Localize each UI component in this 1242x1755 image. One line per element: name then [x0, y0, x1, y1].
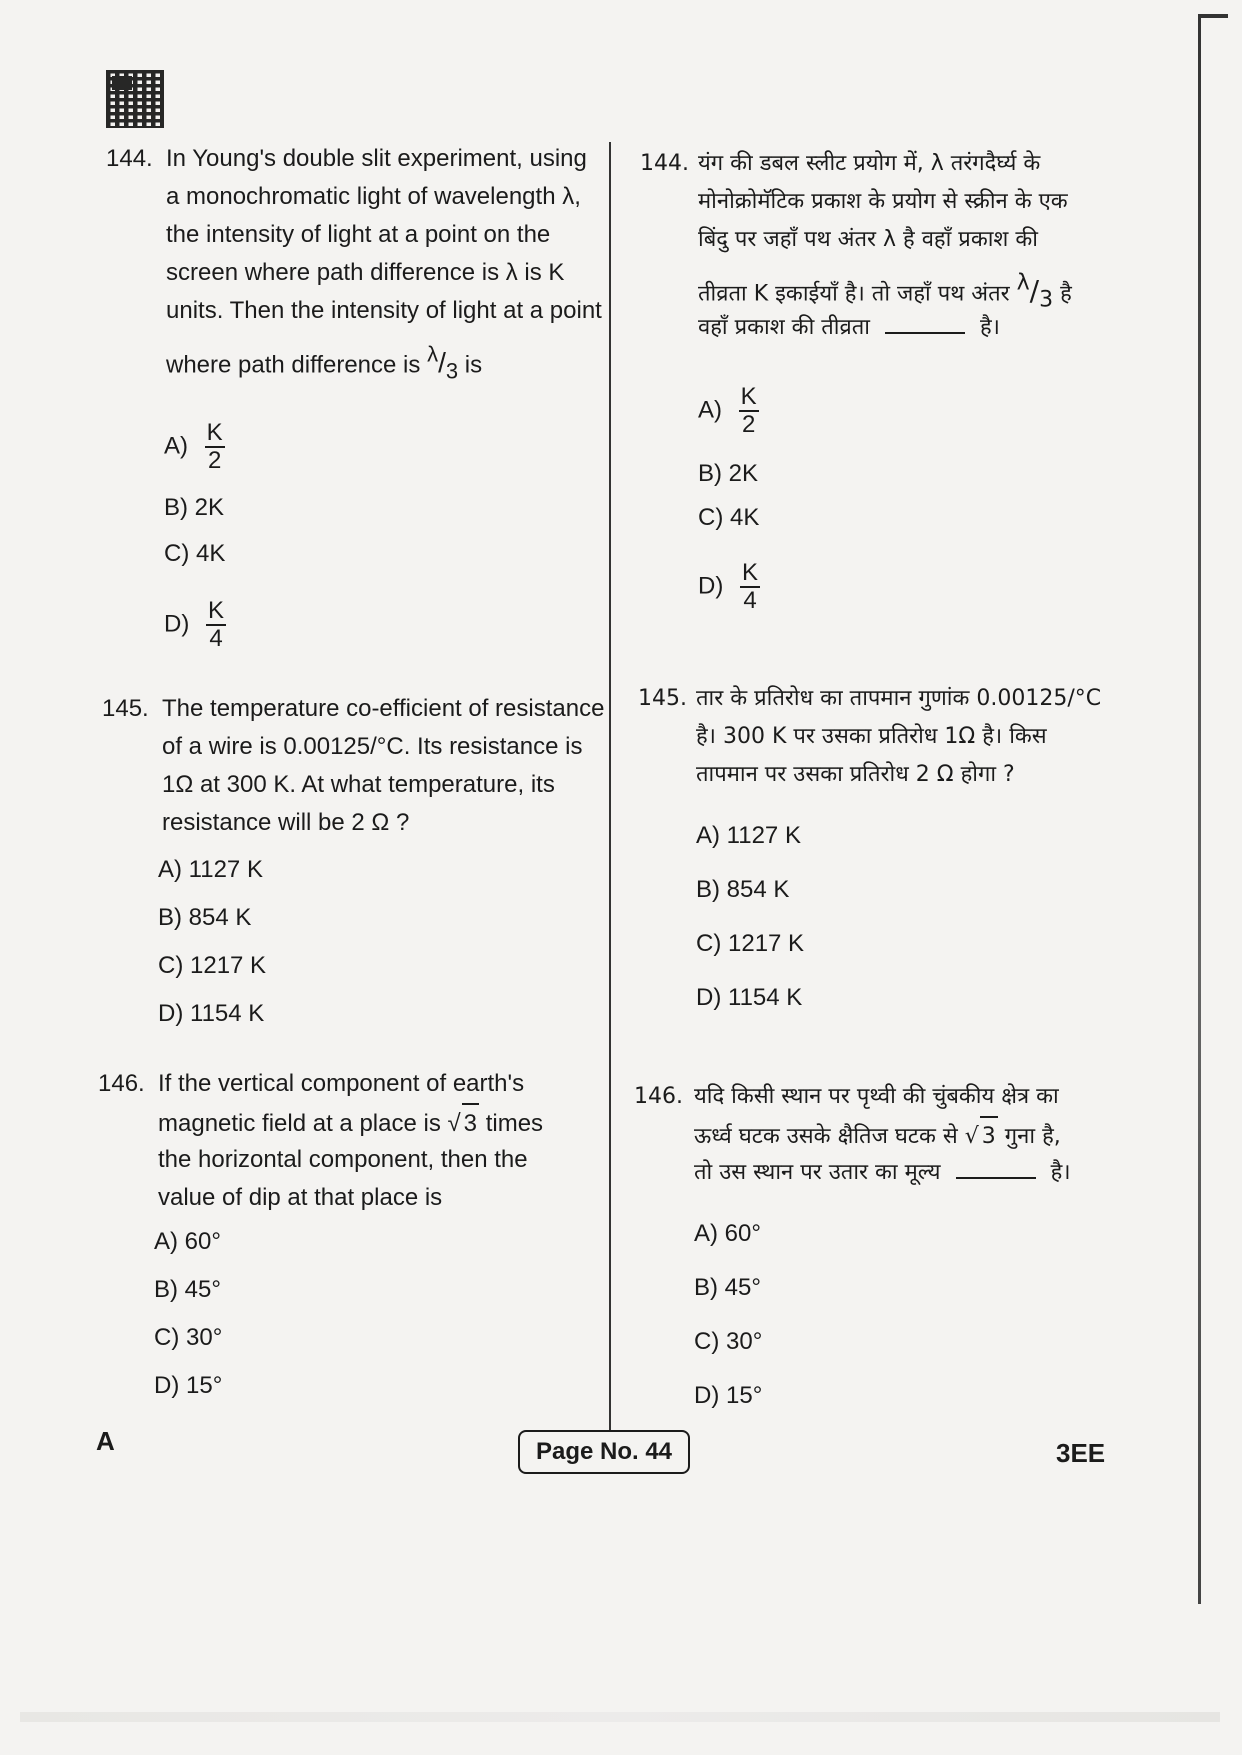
page-edge — [1198, 14, 1201, 1604]
question-line: a monochromatic light of wavelength λ, — [166, 183, 581, 210]
qr-code-icon — [106, 70, 164, 128]
set-label: A — [96, 1426, 115, 1456]
option-d[interactable]: D) 1154 K — [158, 1000, 265, 1027]
question-line: बिंदु पर जहाँ पथ अंतर λ है वहाँ प्रकाश की — [698, 227, 1038, 252]
question-line: resistance will be 2 Ω ? — [162, 809, 410, 836]
lambda-over-3: $^\lambda/_3$ — [427, 342, 459, 384]
question-line: तीव्रता K इकाईयाँ है। तो जहाँ पथ अंतर — [698, 281, 1010, 307]
question-line: यंग की डबल स्लीट प्रयोग में, λ तरंगदैर्घ्य के — [698, 151, 1041, 176]
lambda-over-3: $^\lambda/_3$ — [1016, 271, 1054, 313]
option-b[interactable]: B) 854 K — [158, 904, 252, 931]
option-a[interactable]: A) 60° — [154, 1228, 221, 1255]
option-d[interactable]: D) $\frac{K}{4}$ — [164, 597, 224, 652]
option-b[interactable]: B) 854 K — [696, 876, 790, 903]
question-number: 146. — [634, 1084, 683, 1109]
option-b[interactable]: B) 2K — [698, 460, 759, 487]
question-line: तार के प्रतिरोध का तापमान गुणांक 0.00125/°C — [696, 686, 1102, 711]
question-line: the intensity of light at a point on the — [166, 221, 551, 248]
option-d[interactable]: D) 1154 K — [696, 984, 803, 1011]
page-number: Page No. 44 — [518, 1430, 690, 1474]
question-line: If the vertical component of earth's — [158, 1070, 525, 1097]
question-line: screen where path difference is λ is K — [166, 259, 565, 286]
question-number: 144. — [106, 145, 153, 172]
question-line: 1Ω at 300 K. At what temperature, its — [162, 771, 555, 798]
question-line: The temperature co-efficient of resistance — [162, 695, 605, 722]
question-line: यदि किसी स्थान पर पृथ्वी की चुंबकीय क्षेत्र का — [694, 1084, 1059, 1109]
question-number: 145. — [638, 686, 687, 711]
question-number: 146. — [98, 1070, 145, 1097]
question-line: units. Then the intensity of light at a point — [166, 297, 602, 324]
page-edge-mark — [1198, 14, 1228, 18]
option-d[interactable]: D) 15° — [154, 1372, 223, 1399]
option-c[interactable]: C) 1217 K — [158, 952, 267, 979]
option-b[interactable]: B) 45° — [694, 1274, 761, 1301]
question-line: वहाँ प्रकाश की तीव्रता — [698, 315, 870, 340]
question-line: of a wire is 0.00125/°C. Its resistance is — [162, 733, 583, 760]
option-b[interactable]: B) 45° — [154, 1276, 221, 1303]
question-number: 144. — [640, 151, 689, 176]
question-line: where path difference is — [166, 351, 421, 379]
option-d[interactable]: D) $\frac{K}{4}$ — [698, 559, 758, 614]
option-c[interactable]: C) 30° — [154, 1324, 223, 1351]
option-a[interactable]: A) 1127 K — [696, 822, 801, 849]
option-c[interactable]: C) 30° — [694, 1328, 763, 1355]
sqrt-icon: √ — [447, 1110, 461, 1137]
option-a[interactable]: A) 60° — [694, 1220, 761, 1247]
question-line: तो उस स्थान पर उतार का मूल्य — [694, 1160, 941, 1185]
option-c[interactable]: C) 1217 K — [696, 930, 805, 957]
answer-blank — [956, 1177, 1036, 1179]
option-a[interactable]: A) 1127 K — [158, 856, 263, 883]
option-a[interactable]: A) $\frac{K}{2}$ — [164, 419, 223, 474]
question-line: ऊर्ध्व घटक उसके क्षैतिज घटक से — [694, 1124, 958, 1149]
question-line: In Young's double slit experiment, using — [166, 145, 587, 172]
exam-page: 144. In Young's double slit experiment, using a monochromatic light of wavelength λ, the intensity of light at a point on the screen where path difference is λ is K units. Then the intensity of light at a point where path difference is $^\lambda/_3$ is A) $\frac{K}{2}$ B) 2K C) 4K D) $\frac{K}{4}$ 145. The temperature co-efficient of resistance of a wire is 0.00125/°C. Its resistance is 1Ω at 300 K. At what temperature, its resistance will be 2 Ω ? A) 1127 K B) 854 K C) 1217 K D) 1154 K 146. If the vertical component of earth's magnetic field at a place is √ 3 times the horizontal component, then the value of dip at that place is A) 60° B) 45° C) 30° D) 15° 144. यंग की डबल स्लीट प्रयोग में, λ तरंगदैर्घ्य के मोनोक्रोमॅटिक प्रकाश के प्रयोग से स्क्रीन के एक बिंदु पर जहाँ पथ अंतर λ है वहाँ प्रकाश की तीव्रता K इकाईयाँ है। तो जहाँ पथ अंतर $^\lambda/_3$ है वहाँ प्रकाश की तीव्रता है। A) $\frac{K}{2}$ B) 2K C) 4K D) $\frac{K}{4}$ 145. तार के प्रतिरोध का तापमान गुणांक 0.00125/°C है। 300 K पर उसका प्रतिरोध 1Ω है। किस तापमान पर उसका प्रतिरोध 2 Ω होगा ? A) 1127 K B) 854 K C) 1217 K D) 1154 K 146. यदि किसी स्थान पर पृथ्वी की चुंबकीय क्षेत्र का ऊर्ध्व घटक उसके क्षैतिज घटक से √ 3 गुना है, तो उस स्थान पर उतार का मूल्य है। A) 60° B) 45° C) 30° D) 15° A Page No. 44 3EE — [0, 0, 1242, 1755]
question-line: magnetic field at a place is — [158, 1110, 441, 1137]
scan-artifact — [20, 1712, 1220, 1722]
option-b[interactable]: B) 2K — [164, 494, 225, 521]
option-d[interactable]: D) 15° — [694, 1382, 763, 1409]
paper-code: 3EE — [1056, 1438, 1106, 1468]
question-number: 145. — [102, 695, 149, 722]
question-line: तापमान पर उसका प्रतिरोध 2 Ω होगा ? — [696, 762, 1015, 787]
question-line: value of dip at that place is — [158, 1184, 443, 1211]
option-a[interactable]: A) $\frac{K}{2}$ — [698, 383, 757, 438]
option-c[interactable]: C) 4K — [164, 540, 226, 567]
question-line: the horizontal component, then the — [158, 1146, 528, 1173]
sqrt-icon: √ — [964, 1124, 979, 1149]
column-divider — [609, 142, 611, 1432]
question-line: है। 300 K पर उसका प्रतिरोध 1Ω है। किस — [696, 724, 1047, 749]
answer-blank — [885, 332, 965, 334]
option-c[interactable]: C) 4K — [698, 504, 760, 531]
question-line: मोनोक्रोमॅटिक प्रकाश के प्रयोग से स्क्रीन के एक — [698, 189, 1068, 214]
